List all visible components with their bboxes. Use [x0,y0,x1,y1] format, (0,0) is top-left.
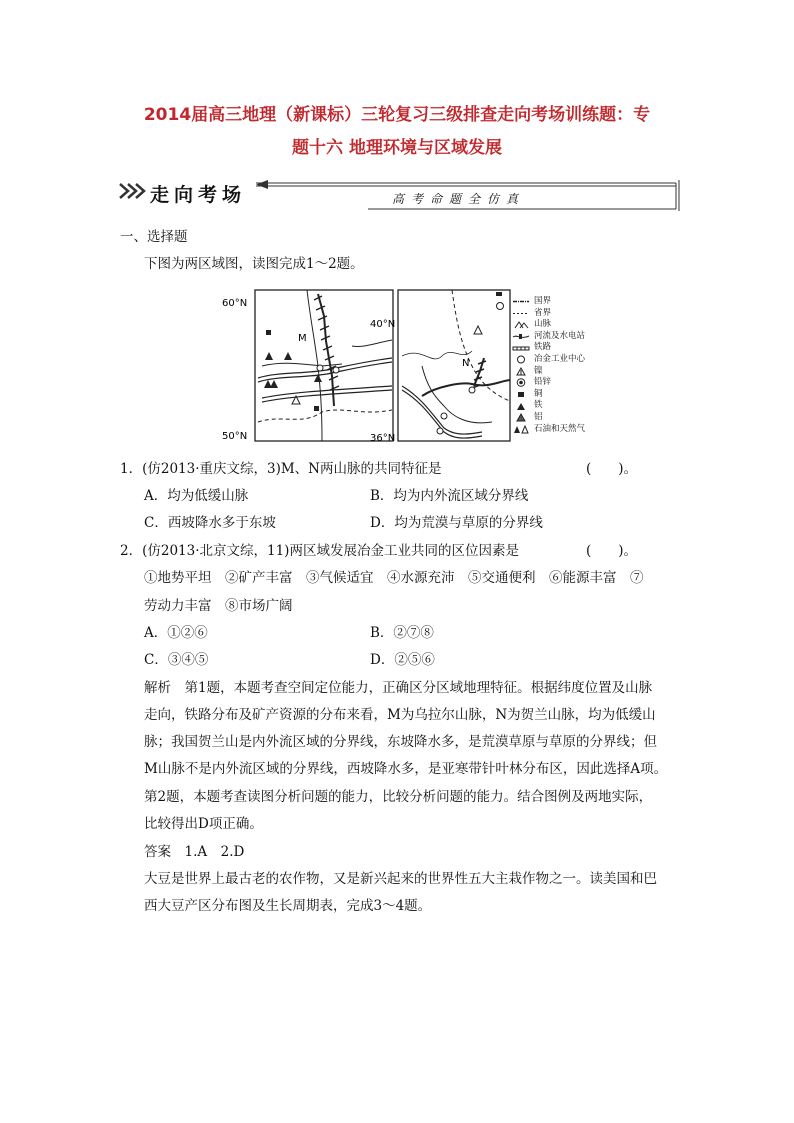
analysis-line: 第2题，本题考查读图分析问题的能力，比较分析问题的能力。结合图例及两地实际， [144,789,653,805]
question-intro: 下图为两区域图，读图完成1～2题。 [144,256,364,272]
next-intro-line2: 西大豆产区分布图及生长周期表，完成3～4题。 [144,898,432,914]
legend-item [512,424,585,436]
mountain-icon [512,320,530,329]
legend-label: 镍 [534,365,543,376]
provincial-border-icon [512,309,530,318]
right-lat-bottom: 36°N [370,433,396,444]
legend-item [512,342,585,354]
analysis-line: M山脉不是内外流区域的分界线，西坡降水多，是亚寒带针叶林分布区，因此选择A项。 [144,761,668,777]
legend-label: 山脉 [534,319,552,330]
legend-item [512,308,585,320]
q2-option-a: A．①②⑥ [144,625,208,641]
q2-option-c: C．③④⑤ [144,652,209,668]
iron-icon [512,402,530,411]
copper-icon [512,390,530,399]
document-title-line1: 2014届高三地理（新课标）三轮复习三级排查走向考场训练题：专 [143,105,651,125]
river-hydropower-icon [512,332,530,341]
legend-item [512,389,585,401]
q1-stem: 1．(仿2013·重庆文综，3)M、N两山脉的共同特征是 [120,461,442,477]
section-heading: 一、选择题 [120,229,188,245]
q2-bracket: ( )。 [586,543,638,559]
legend-item [512,400,585,412]
analysis-line: 走向，铁路分布及矿产资源的分布来看，M为乌拉尔山脉，N为贺兰山脉，均为低缓山 [144,707,656,723]
q2-factors-line1: ①地势平坦 ②矿产丰富 ③气候适宜 ④水源充沛 ⑤交通便利 ⑥能源丰富 ⑦ [144,570,644,586]
q2-option-b: B．②⑦⑧ [370,625,434,641]
left-lat-top: 60°N [222,298,248,309]
left-map-ural [255,290,396,441]
banner-right-text: 高考命题全仿真 [392,192,526,206]
legend-item [512,366,585,378]
legend-item [512,319,585,331]
lead-zinc-icon [512,378,530,387]
q1-option-a: A．均为低缓山脉 [144,488,249,504]
legend-label: 国界 [534,296,552,306]
legend-label: 铅锌 [534,377,552,388]
legend-label: 冶金工业中心 [534,353,586,364]
legend-item [512,331,585,343]
oil-gas-icon [512,425,530,434]
section-banner [118,176,681,212]
q1-option-b: B．均为内外流区域分界线 [370,488,529,504]
legend-item [512,412,585,424]
aluminum-icon [512,413,530,422]
next-intro-line1: 大豆是世界上最古老的农作物，又是新兴起来的世界性五大主栽作物之一。读美国和巴 [144,871,657,887]
nickel-icon [512,367,530,376]
legend-label: 铁 [534,400,543,411]
banner-left-text: 走向考场 [150,184,247,206]
label-m: M [298,333,307,344]
analysis-line: 解析 第1题，本题考查空间定位能力，正确区分区域地理特征。根据纬度位置及山脉 [144,680,653,696]
q1-bracket: ( )。 [586,461,638,477]
q1-option-c: C．西坡降水多于东坡 [144,515,276,531]
analysis-line: 脉；我国贺兰山是内外流区域的分界线，东坡降水多，是荒漠草原与草原的分界线；但 [144,734,657,750]
answer-line: 答案 1.A 2.D [144,844,245,860]
right-map-helan [398,290,510,441]
legend-label: 石油和天然气 [534,423,586,434]
legend-label: 河流及水电站 [534,330,586,341]
map-legend [512,296,585,435]
left-lat-bottom: 50°N [222,431,248,442]
legend-label: 铝 [534,411,543,422]
railway-icon [512,344,530,353]
national-border-icon [512,297,530,306]
document-title-line2: 题十六 地理环境与区域发展 [292,138,502,158]
legend-item [512,354,585,366]
label-n: N [462,358,470,369]
metallurgy-center-icon [512,355,530,364]
legend-label: 省界 [534,307,552,318]
q2-option-d: D．②⑤⑥ [370,652,435,668]
legend-item [512,296,585,308]
q2-stem: 2．(仿2013·北京文综，11)两区域发展冶金工业共同的区位因素是 [120,543,519,559]
legend-item [512,377,585,389]
q2-factors-line2: 劳动力丰富 ⑧市场广阔 [144,598,293,614]
analysis-line: 比较得出D项正确。 [144,816,263,832]
right-lat-top: 40°N [370,319,396,330]
q1-option-d: D．均为荒漠与草原的分界线 [370,515,543,531]
legend-label: 铁路 [534,342,552,353]
legend-label: 铜 [534,388,543,399]
